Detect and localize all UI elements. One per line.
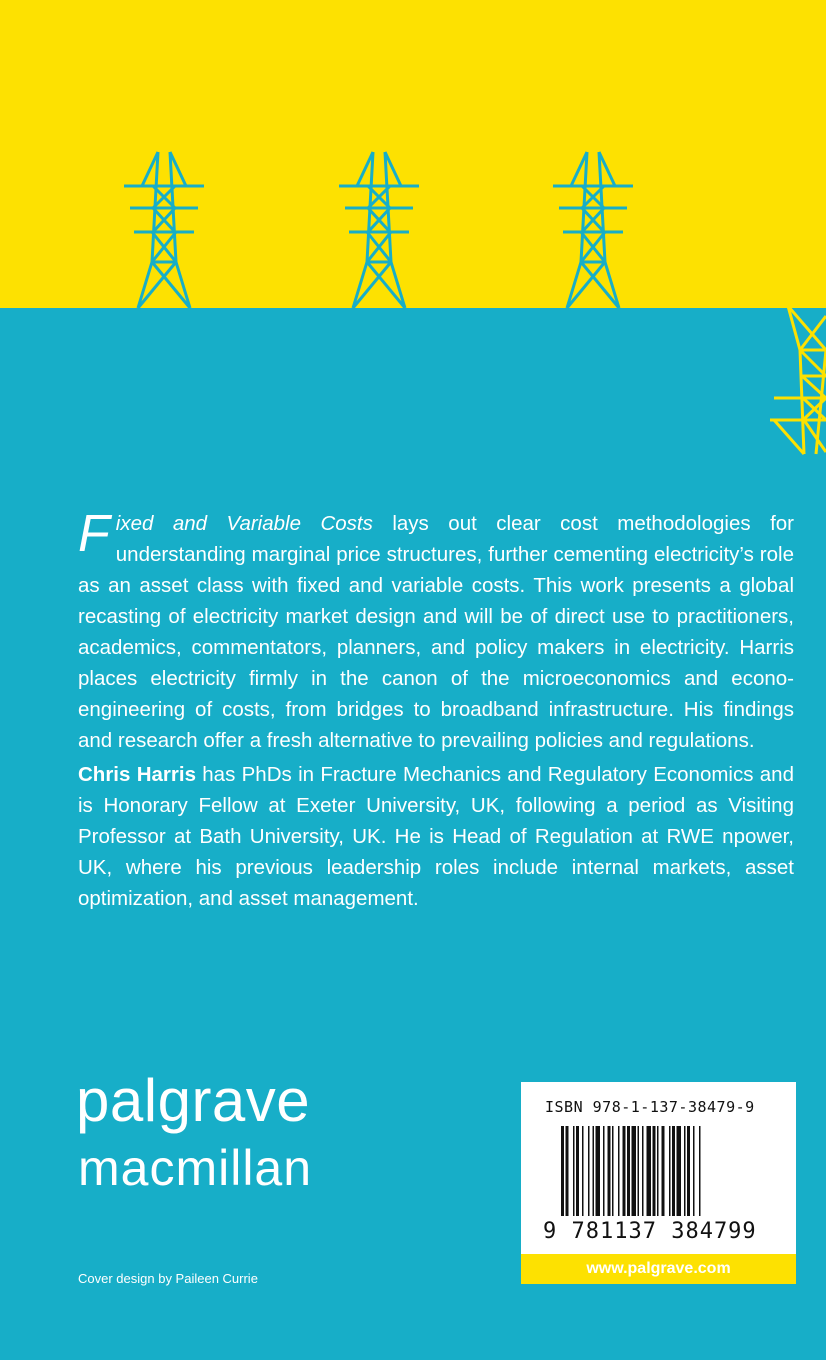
author-bio — [78, 759, 794, 914]
isbn-number: ISBN 978-1-137-38479-9 — [545, 1098, 755, 1116]
publisher-logo-palgrave: palgrave — [76, 1067, 311, 1134]
electricity-pylon-icon — [337, 150, 421, 310]
electricity-pylon-icon — [551, 150, 635, 310]
electricity-pylon-icon — [766, 306, 826, 456]
isbn-barcode-box — [521, 1082, 796, 1254]
publisher-url: www.palgrave.com — [521, 1254, 796, 1284]
electricity-pylon-icon — [122, 150, 206, 310]
barcode-digits: 9 781137 384799 — [543, 1219, 757, 1244]
author-name: Chris Harris — [78, 763, 196, 786]
drop-cap: F — [78, 505, 110, 563]
barcode-bars — [561, 1126, 757, 1224]
book-title-italic: ixed and Variable Costs — [115, 512, 373, 535]
cover-design-credit: Cover design by Paileen Currie — [78, 1271, 258, 1286]
description-text: lays out clear cost methodologies for understanding marginal price structures, further cementing electricity’s role as an asset class with fixed and variable costs. This work presents a global recasting of electricity market design and will be of direct use to practitioners, academics, commentators, planners, and policy makers in electricity. Harris places electricity firmly in the canon of the microeconomics and econo-engineering of costs, from bridges to broadband infrastructure. His findings and research offer a fresh alternative to prevailing policies and regulations. — [78, 512, 794, 752]
publisher-logo-macmillan: macmillan — [78, 1140, 313, 1196]
book-description — [78, 505, 794, 756]
author-bio-text: has PhDs in Fracture Mechanics and Regulatory Economics and is Honorary Fellow at Exeter University, UK, following a period as Visiting Professor at Bath University, UK. He is Head of Regulation at RWE npower, UK, where his previous leadership roles include internal markets, asset optimization, and asset management. — [78, 763, 794, 910]
